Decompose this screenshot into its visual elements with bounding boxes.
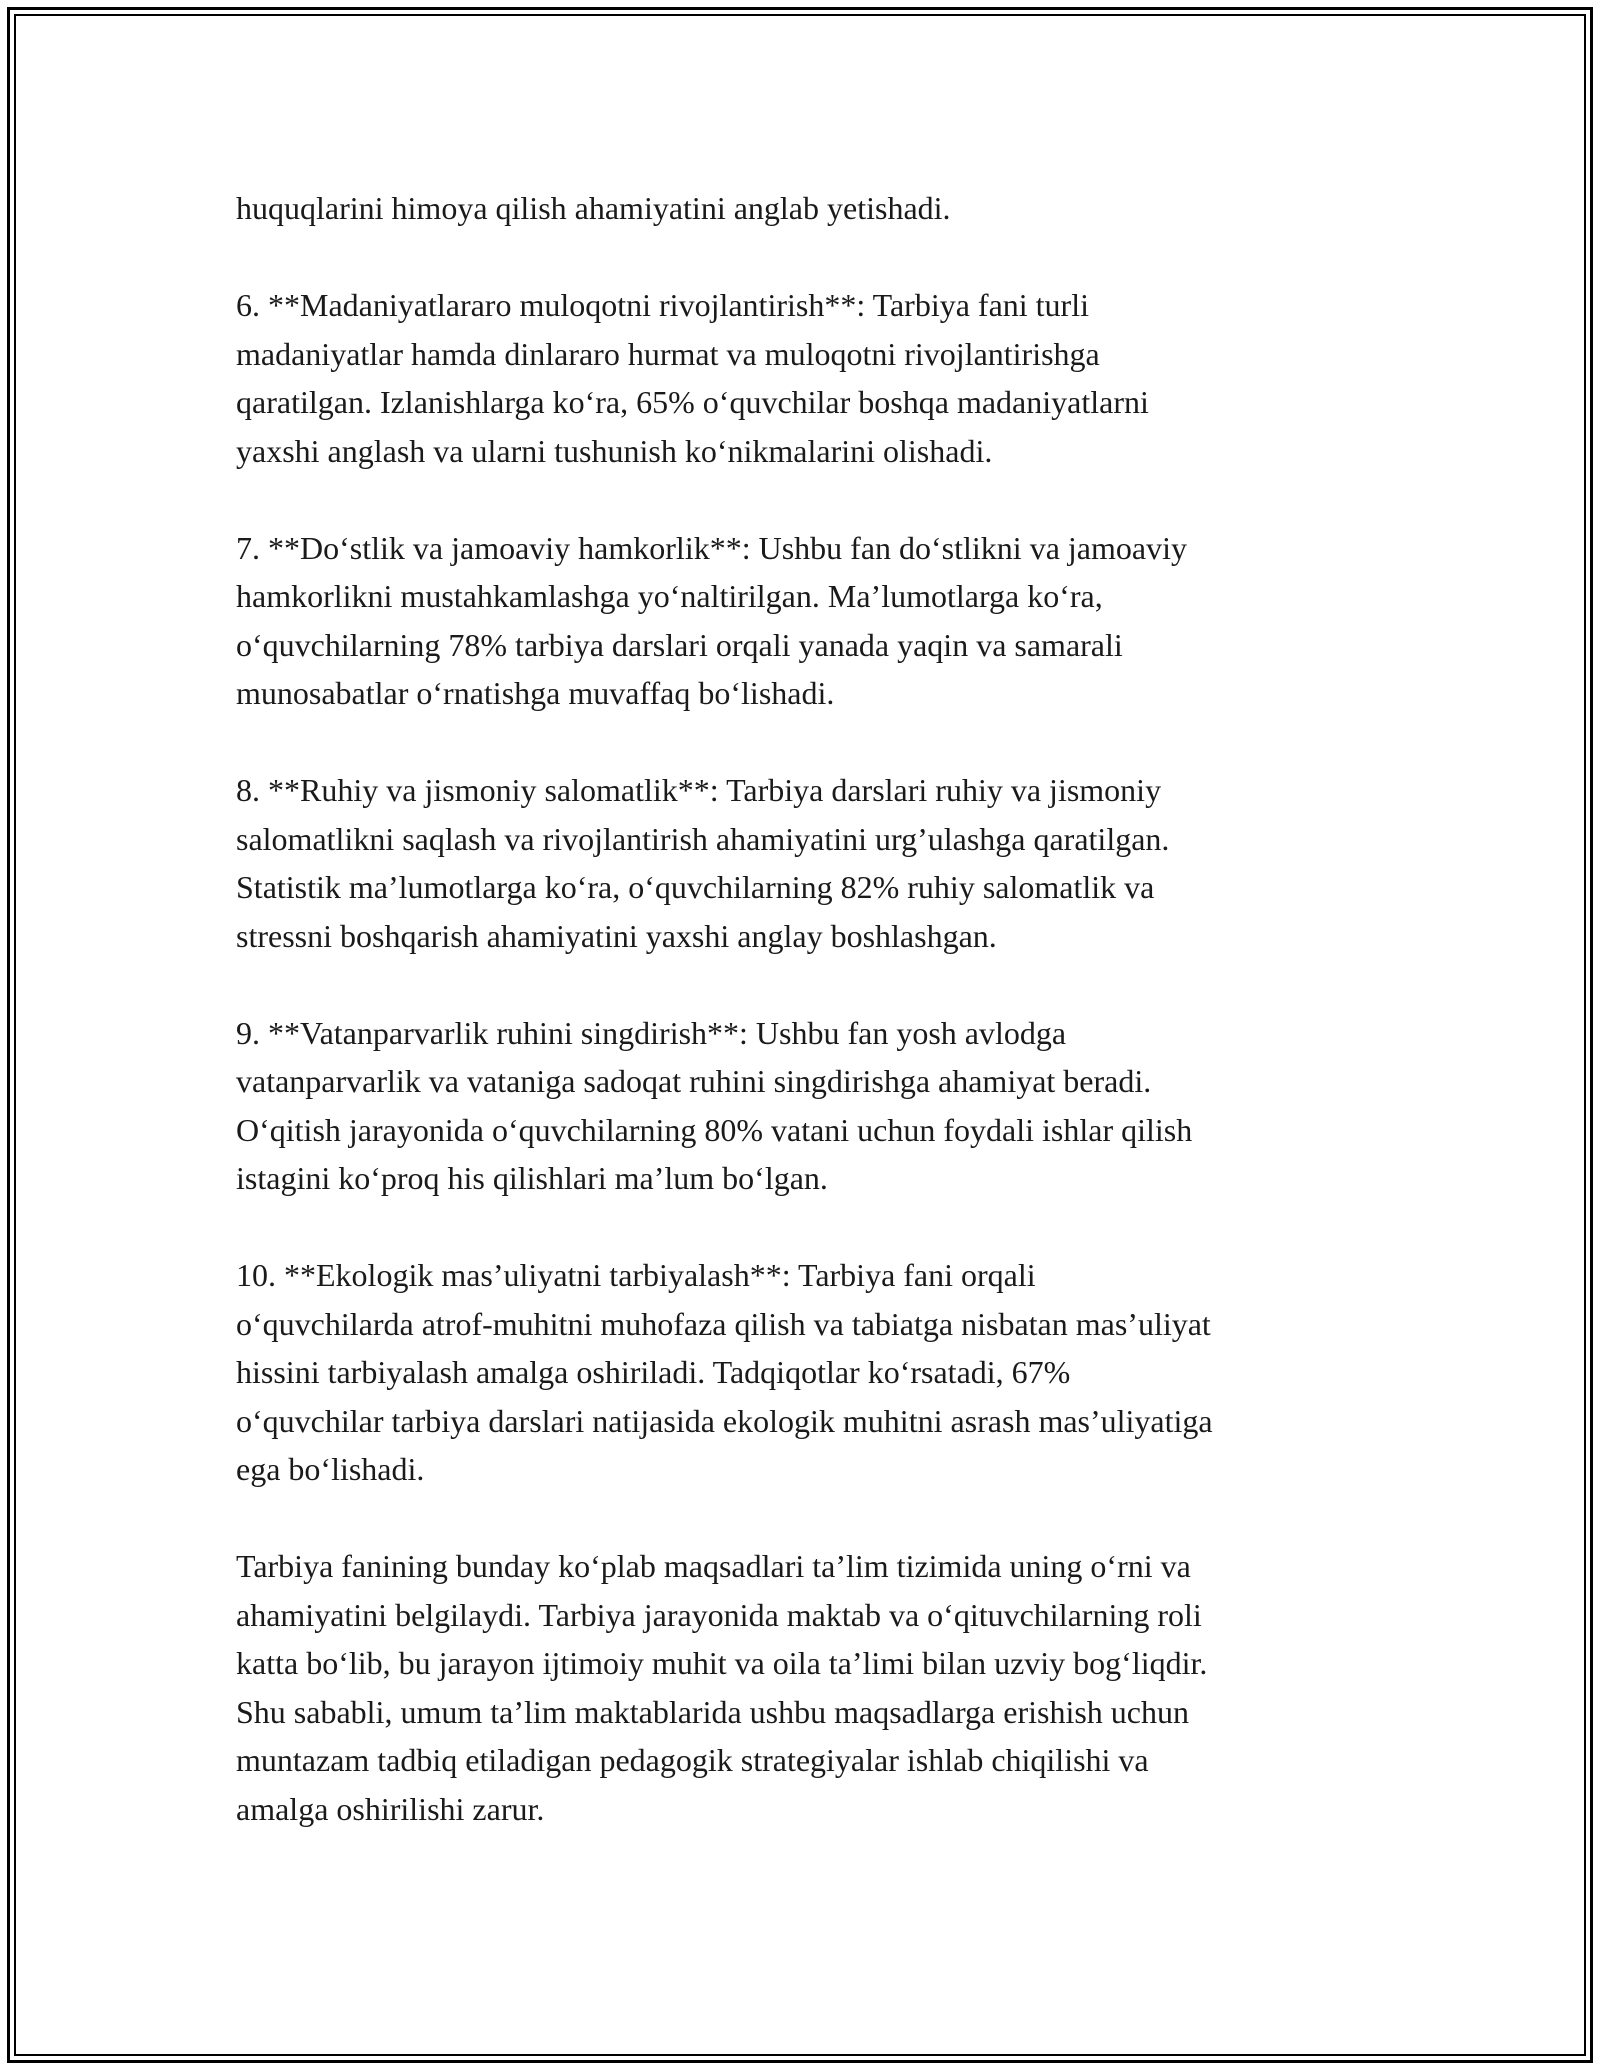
paragraph-conclusion: Tarbiya fanining bunday ko‘plab maqsadlari ta’lim tizimida uning o‘rni va ahamiyatini belgilaydi. Tarbiya jarayonida maktab va o‘qituvchilarning roli katta bo‘lib, bu jarayon ijtimoiy muhit va oila ta’limi bilan uzviy bog‘liqdir. Shu sababli, umum ta’lim maktablarida ushbu maqsadlarga erishish uchun muntazam tadbiq etiladigan pedagogik strategiyalar ishlab chiqilishi va amalga oshirilishi zarur. (236, 1548, 1208, 1827)
paragraph-item-7: 7. **Do‘stlik va jamoaviy hamkorlik**: Ushbu fan do‘stlikni va jamoaviy hamkorlikni mustahkamlashga yo‘naltirilgan. Ma’lumotlarga ko‘ra, o‘quvchilarning 78% tarbiya darslari orqali yanada yaqin va samarali munosabatlar o‘rnatishga muvaffaq bo‘lishadi. (236, 529, 1187, 711)
paragraph-item-6: 6. **Madaniyatlararo muloqotni rivojlantirish**: Tarbiya fani turli madaniyatlar hamda dinlararo hurmat va muloqotni rivojlantirishga qaratilgan. Izlanishlarga ko‘ra, 65% o‘quvchilar boshqa madaniyatlarni yaxshi anglash va ularni tushunish ko‘nikmalarini olishadi. (236, 287, 1149, 469)
document-body (236, 184, 1366, 1882)
paragraph-item-9: 9. **Vatanparvarlik ruhini singdirish**: Ushbu fan yosh avlodga vatanparvarlik va vataniga sadoqat ruhini singdirishga ahamiyat beradi. O‘qitish jarayonida o‘quvchilarning 80% vatani uchun foydali ishlar qilish istagini ko‘proq his qilishlari ma’lum bo‘lgan. (236, 1014, 1193, 1196)
paragraph-continuation: huquqlarini himoya qilish ahamiyatini anglab yetishadi. (236, 190, 951, 226)
paragraph-item-10: 10. **Ekologik mas’uliyatni tarbiyalash**: Tarbiya fani orqali o‘quvchilarda atrof-muhitni muhofaza qilish va tabiatga nisbatan mas’uliyat hissini tarbiyalash amalga oshiriladi. Tadqiqotlar ko‘rsatadi, 67% o‘quvchilar tarbiya darslari natijasida ekologik muhitni asrash mas’uliyatiga ega bo‘lishadi. (236, 1257, 1213, 1487)
paragraph-item-8: 8. **Ruhiy va jismoniy salomatlik**: Tarbiya darslari ruhiy va jismoniy salomatlikni saqlash va rivojlantirish ahamiyatini urg’ulashga qaratilgan. Statistik ma’lumotlarga ko‘ra, o‘quvchilarning 82% ruhiy salomatlik va stressni boshqarish ahamiyatini yaxshi anglay boshlashgan. (236, 772, 1170, 954)
